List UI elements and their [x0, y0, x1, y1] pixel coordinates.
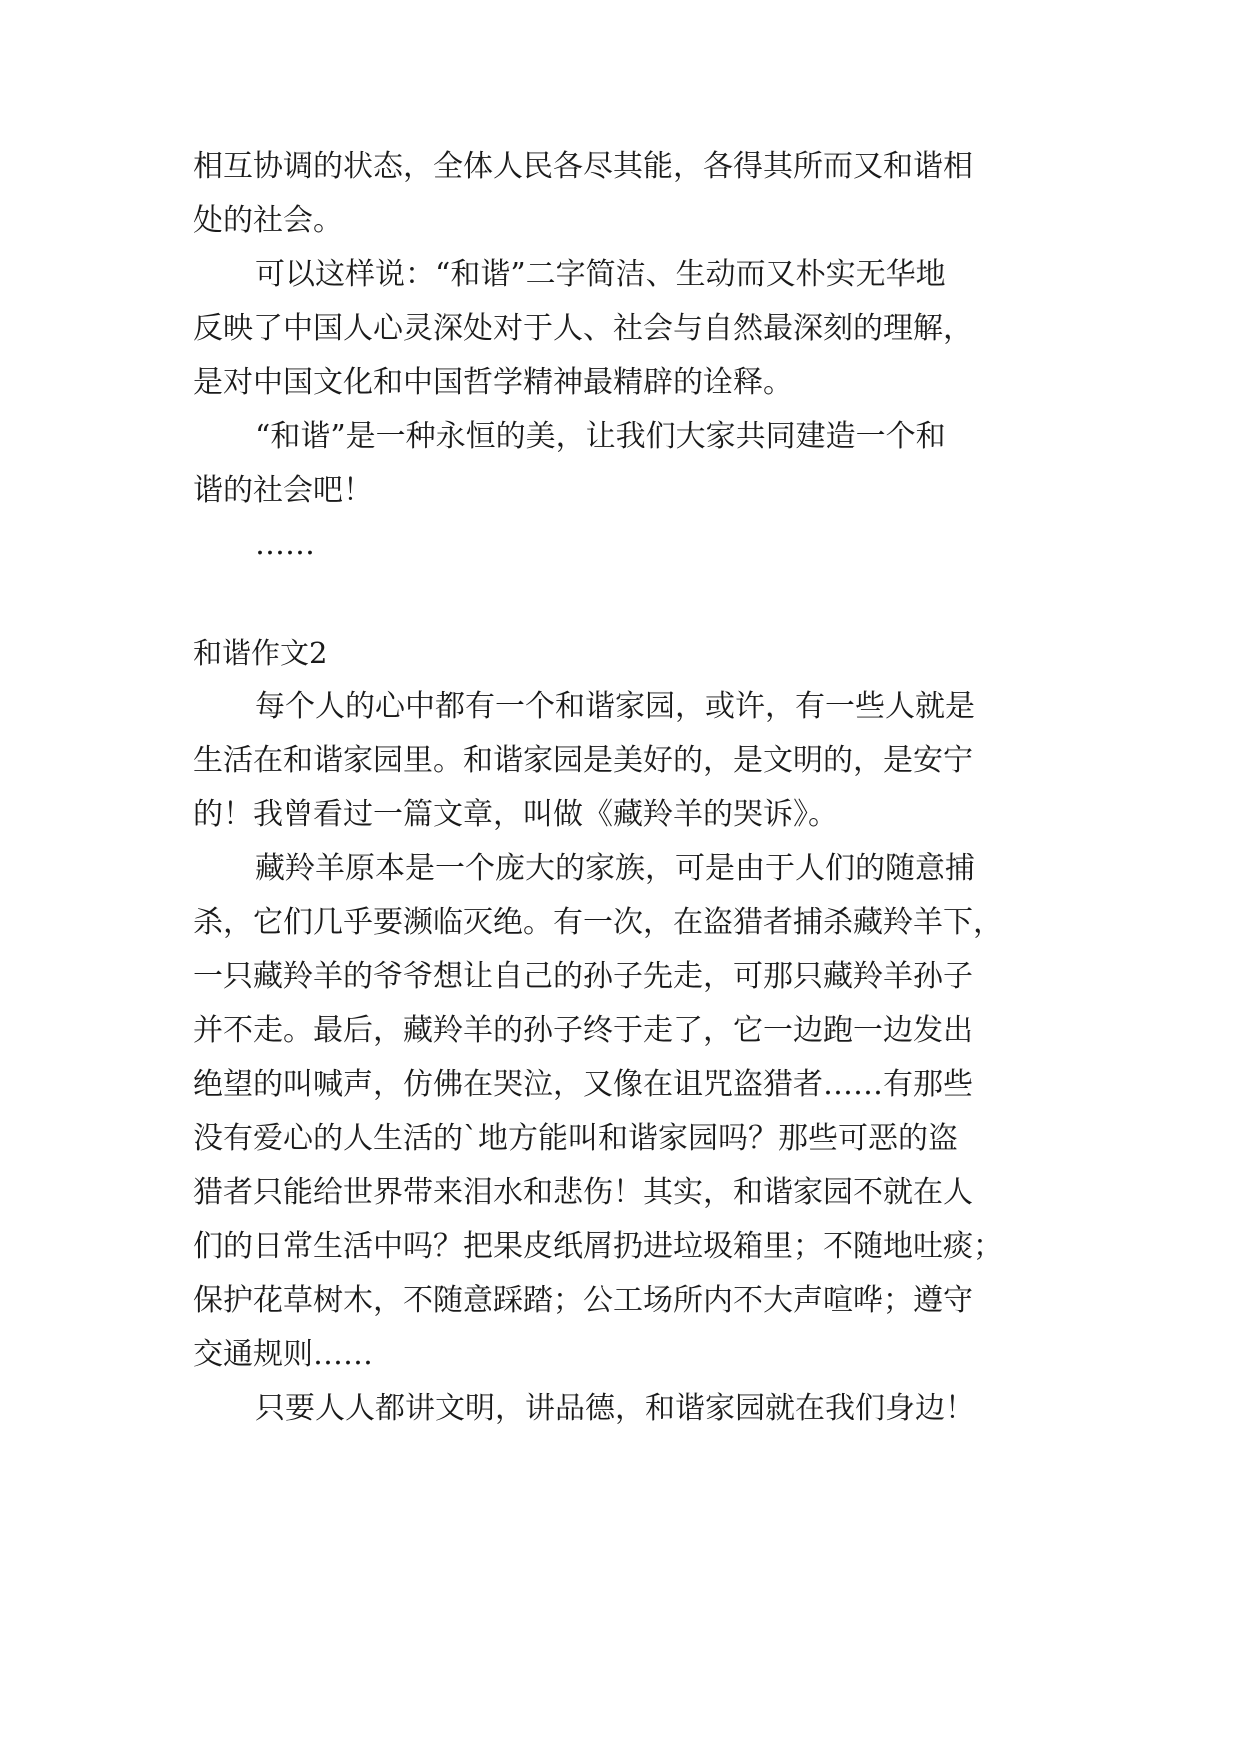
- ellipsis: ……: [255, 527, 315, 562]
- paragraph-2-line-2: 反映了中国人心灵深处对于人、社会与自然最深刻的理解，: [193, 311, 973, 346]
- paragraph-2-line-1: 可以这样说：“和谐”二字简洁、生动而又朴实无华地: [255, 257, 946, 292]
- paragraph-5-line-6: 没有爱心的人生活的`地方能叫和谐家园吗？那些可恶的盗: [193, 1121, 958, 1156]
- paragraph-5-line-5: 绝望的叫喊声，仿佛在哭泣，又像在诅咒盗猎者……有那些: [193, 1067, 973, 1102]
- paragraph-5-line-9: 保护花草树木，不随意踩踏；公工场所内不大声喧哗；遵守: [193, 1283, 973, 1318]
- paragraph-6-line-1: 只要人人都讲文明，讲品德，和谐家园就在我们身边！: [255, 1391, 975, 1426]
- paragraph-1-line-2: 处的社会。: [193, 203, 343, 238]
- paragraph-5-line-3: 一只藏羚羊的爷爷想让自己的孙子先走，可那只藏羚羊孙子: [193, 959, 973, 994]
- paragraph-5-line-8: 们的日常生活中吗？把果皮纸屑扔进垃圾箱里；不随地吐痰；: [193, 1229, 1003, 1264]
- section-title: 和谐作文2: [193, 636, 328, 670]
- paragraph-5-line-1: 藏羚羊原本是一个庞大的家族，可是由于人们的随意捕: [255, 851, 975, 886]
- paragraph-5-line-4: 并不走。最后，藏羚羊的孙子终于走了，它一边跑一边发出: [193, 1013, 973, 1048]
- paragraph-5-line-7: 猎者只能给世界带来泪水和悲伤！其实，和谐家园不就在人: [193, 1175, 973, 1210]
- paragraph-4-line-1: 每个人的心中都有一个和谐家园，或许，有一些人就是: [255, 689, 975, 724]
- paragraph-4-line-2: 生活在和谐家园里。和谐家园是美好的，是文明的，是安宁: [193, 743, 973, 778]
- paragraph-2-line-3: 是对中国文化和中国哲学精神最精辟的诠释。: [193, 365, 793, 400]
- paragraph-5-line-10: 交通规则……: [193, 1337, 373, 1372]
- paragraph-4-line-3: 的！我曾看过一篇文章，叫做《藏羚羊的哭诉》。: [193, 797, 838, 832]
- paragraph-5-line-2: 杀，它们几乎要濒临灭绝。有一次，在盗猎者捕杀藏羚羊下，: [193, 905, 1003, 940]
- paragraph-3-line-1: “和谐”是一种永恒的美，让我们大家共同建造一个和: [255, 419, 946, 454]
- paragraph-3-line-2: 谐的社会吧！: [193, 473, 373, 508]
- paragraph-1-line-1: 相互协调的状态，全体人民各尽其能，各得其所而又和谐相: [193, 149, 973, 184]
